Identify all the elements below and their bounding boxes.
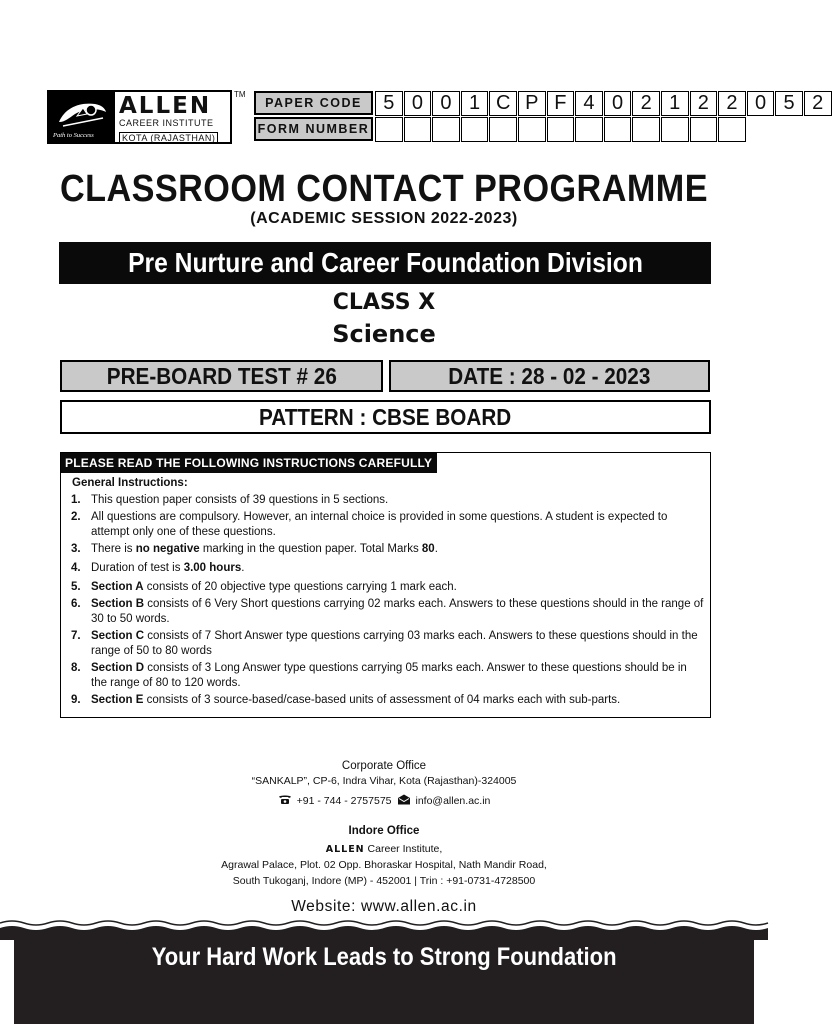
instruction-bold-text: Section E bbox=[91, 694, 144, 706]
subject-label: Science bbox=[332, 320, 436, 348]
paper-code-digit: 2 bbox=[804, 91, 832, 116]
instruction-text: consists of 6 Very Short questions carrying 02 marks each. Answers to these questions should in the range of 30 to 50 words. bbox=[91, 598, 704, 625]
paper-code-digit: 0 bbox=[604, 91, 632, 116]
paper-code-digit: 5 bbox=[775, 91, 803, 116]
form-number-digit[interactable] bbox=[547, 117, 575, 142]
instruction-text: Duration of test is bbox=[91, 562, 184, 574]
instruction-item bbox=[71, 693, 705, 708]
paper-code-digit: 1 bbox=[461, 91, 489, 116]
page-title: CLASSROOM CONTACT PROGRAMME bbox=[60, 168, 709, 210]
phone-number: +91 - 744 - 2757575 bbox=[296, 795, 392, 807]
indore-institute-line bbox=[0, 843, 768, 855]
instruction-item bbox=[71, 510, 705, 540]
website-link[interactable]: Website: www.allen.ac.in bbox=[291, 898, 477, 915]
instruction-text: marking in the question paper. Total Marks bbox=[199, 543, 422, 555]
instruction-text: This question paper consists of 39 questions in 5 sections. bbox=[91, 494, 389, 506]
phone-icon bbox=[278, 794, 292, 808]
corporate-address: “SANKALP”, CP-6, Indra Vihar, Kota (Rajasthan)-324005 bbox=[251, 775, 517, 787]
logo-emblem-icon bbox=[49, 92, 115, 142]
form-number-digit[interactable] bbox=[632, 117, 660, 142]
indore-brand: ALLEN bbox=[325, 844, 365, 855]
instruction-number: 1. bbox=[71, 494, 81, 506]
instruction-item bbox=[71, 493, 705, 508]
indore-address-line2: South Tukoganj, Indore (MP) - 452001 | Trin : +91-0731-4728500 bbox=[232, 875, 536, 887]
corporate-office-heading: Corporate Office bbox=[341, 760, 427, 772]
instruction-bold-text: 80 bbox=[421, 543, 435, 555]
instructions-panel bbox=[60, 452, 711, 718]
instruction-text: . bbox=[434, 543, 438, 555]
form-number-digit[interactable] bbox=[718, 117, 746, 142]
paper-code-digit: 0 bbox=[432, 91, 460, 116]
slogan-banner bbox=[14, 933, 754, 1024]
instruction-number: 7. bbox=[71, 630, 81, 642]
general-instructions-heading: General Instructions: bbox=[72, 477, 188, 489]
instruction-text: All questions are compulsory. However, an internal choice is provided in some questions. A student is expected to attempt only one of these questions. bbox=[91, 511, 668, 538]
paper-code-digit: 2 bbox=[718, 91, 746, 116]
contact-line bbox=[0, 794, 768, 808]
instruction-text: . bbox=[241, 562, 245, 574]
test-number: PRE-BOARD TEST # 26 bbox=[106, 362, 337, 389]
instructions-list bbox=[71, 493, 705, 710]
instruction-text: consists of 3 source-based/case-based units of assessment of 04 marks each with sub-parts. bbox=[143, 694, 621, 706]
instruction-bold-text: Section C bbox=[91, 630, 145, 642]
form-number-digit[interactable] bbox=[604, 117, 632, 142]
exam-pattern: PATTERN : CBSE BOARD bbox=[259, 403, 512, 430]
logo-wordmark bbox=[115, 92, 230, 142]
form-number-digit[interactable] bbox=[575, 117, 603, 142]
division-name: Pre Nurture and Career Foundation Division bbox=[127, 247, 643, 278]
trademark-mark: TM bbox=[234, 90, 246, 99]
form-number-digit[interactable] bbox=[518, 117, 546, 142]
indore-office-heading: Indore Office bbox=[348, 825, 420, 837]
paper-code-digit: F bbox=[547, 91, 575, 116]
instruction-number: 3. bbox=[71, 543, 81, 555]
instruction-number: 6. bbox=[71, 598, 81, 610]
logo-location: KOTA (RAJASTHAN) bbox=[119, 132, 218, 144]
academic-session: (ACADEMIC SESSION 2022-2023) bbox=[250, 210, 518, 227]
instruction-item bbox=[71, 561, 705, 576]
pattern-box bbox=[60, 400, 711, 434]
form-number-digit[interactable] bbox=[404, 117, 432, 142]
form-number-digit[interactable] bbox=[661, 117, 689, 142]
paper-code-grid bbox=[375, 91, 833, 116]
instruction-bold-text: 3.00 hours bbox=[183, 562, 242, 574]
form-number-digit[interactable] bbox=[375, 117, 403, 142]
logo-name: ALLEN bbox=[119, 93, 212, 119]
logo-subtitle: CAREER INSTITUTE bbox=[119, 118, 214, 128]
class-label: CLASS X bbox=[332, 290, 436, 315]
instruction-text: consists of 20 objective type questions carrying 1 mark each. bbox=[143, 581, 457, 593]
logo-tagline: Path to Success bbox=[53, 132, 94, 139]
email-icon bbox=[397, 794, 411, 808]
paper-code-digit: 0 bbox=[404, 91, 432, 116]
instruction-bold-text: Section A bbox=[91, 581, 144, 593]
instruction-text: consists of 3 Long Answer type questions carrying 05 marks each. Answer to these questions should be in the range of 80 to 120 words. bbox=[91, 662, 687, 689]
paper-code-digit: 1 bbox=[661, 91, 689, 116]
indore-institute-text: Career Institute, bbox=[364, 843, 443, 855]
test-date: DATE : 28 - 02 - 2023 bbox=[448, 362, 651, 389]
instruction-number: 5. bbox=[71, 581, 81, 593]
instruction-bold-text: Section B bbox=[91, 598, 145, 610]
instruction-number: 2. bbox=[71, 511, 81, 523]
instruction-item bbox=[71, 597, 705, 627]
paper-code-digit: P bbox=[518, 91, 546, 116]
form-number-digit[interactable] bbox=[461, 117, 489, 142]
division-banner bbox=[59, 242, 711, 284]
instruction-item bbox=[71, 542, 705, 557]
form-number-grid[interactable] bbox=[375, 117, 747, 142]
form-number-digit[interactable] bbox=[432, 117, 460, 142]
paper-code-digit: 5 bbox=[375, 91, 403, 116]
paper-code-digit: C bbox=[489, 91, 517, 116]
test-number-box bbox=[60, 360, 383, 392]
email-address[interactable]: info@allen.ac.in bbox=[415, 795, 491, 807]
paper-code-digit: 2 bbox=[632, 91, 660, 116]
test-date-box bbox=[389, 360, 710, 392]
form-number-digit[interactable] bbox=[690, 117, 718, 142]
paper-code-digit: 4 bbox=[575, 91, 603, 116]
paper-code-digit: 0 bbox=[747, 91, 775, 116]
slogan-text: Your Hard Work Leads to Strong Foundation bbox=[151, 943, 617, 971]
form-number-label: FORM NUMBER bbox=[254, 117, 373, 141]
instruction-number: 9. bbox=[71, 694, 81, 706]
instruction-text: There is bbox=[91, 543, 136, 555]
instruction-item bbox=[71, 661, 705, 691]
instruction-text: consists of 7 Short Answer type questions carrying 03 marks each. Answers to these questions should in the range of 50 to 80 words bbox=[91, 630, 698, 657]
paper-code-label: PAPER CODE bbox=[254, 91, 373, 115]
instruction-bold-text: Section D bbox=[91, 662, 145, 674]
paper-code-digit: 2 bbox=[690, 91, 718, 116]
form-number-digit[interactable] bbox=[489, 117, 517, 142]
instruction-number: 8. bbox=[71, 662, 81, 674]
instructions-header: PLEASE READ THE FOLLOWING INSTRUCTIONS CAREFULLY bbox=[61, 453, 437, 473]
instruction-bold-text: no negative bbox=[135, 543, 200, 555]
instruction-item bbox=[71, 629, 705, 659]
allen-logo bbox=[47, 90, 232, 144]
instruction-number: 4. bbox=[71, 562, 81, 574]
indore-address-line1: Agrawal Palace, Plot. 02 Opp. Bhoraskar Hospital, Nath Mandir Road, bbox=[221, 859, 547, 871]
instruction-item bbox=[71, 580, 705, 595]
